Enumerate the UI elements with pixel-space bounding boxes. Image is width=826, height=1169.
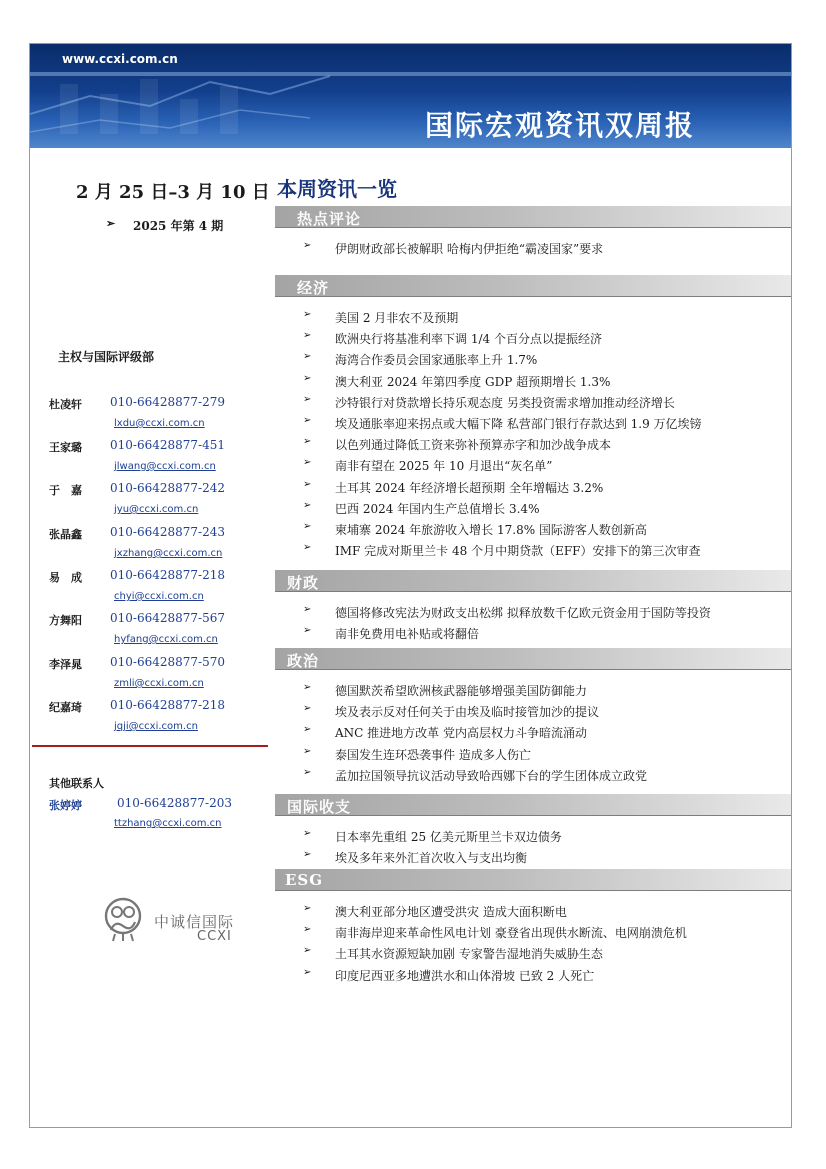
arrow-bullet-icon: ➢ [303,967,312,978]
arrow-bullet-icon: ➢ [303,394,312,405]
section-header [275,275,791,297]
contact-name: 易 成 [49,571,82,584]
department-name: 主权与国际评级部 [58,350,155,364]
contact-phone: 010-66428877-218 [110,698,225,712]
arrow-bullet-icon: ➢ [303,903,312,914]
news-headline: 日本率先重组 25 亿美元斯里兰卡双边债务 [335,830,562,844]
contact-phone: 010-66428877-203 [117,796,232,810]
logo-text-en: CCXI [197,929,232,944]
contact-name: 张婷婷 [49,799,82,812]
news-headline: 巴西 2024 年国内生产总值增长 3.4% [335,502,540,516]
contact-email[interactable]: jyu@ccxi.com.cn [114,504,199,515]
news-headline: 柬埔寨 2024 年旅游收入增长 17.8% 国际游客人数创新高 [335,523,647,537]
contact-email[interactable]: lxdu@ccxi.com.cn [114,418,205,429]
section-header [275,648,791,670]
contact-name: 方舞阳 [49,614,82,627]
header-banner [30,44,791,148]
report-title: 国际宏观资讯双周报 [424,109,695,142]
contact-name: 于 嘉 [49,484,82,497]
arrow-bullet-icon: ➢ [303,746,312,757]
news-headline: 南非免费用电补贴或将翻倍 [335,627,480,641]
arrow-bullet-icon: ➢ [303,767,312,778]
contact-email[interactable]: ttzhang@ccxi.com.cn [114,818,222,829]
news-headline: 澳大利亚 2024 年第四季度 GDP 超预期增长 1.3% [335,375,611,389]
contact-phone: 010-66428877-570 [110,655,225,669]
contact-email[interactable]: chyi@ccxi.com.cn [114,591,204,602]
arrow-bullet-icon: ➢ [303,330,312,341]
contact-email[interactable]: hyfang@ccxi.com.cn [114,634,218,645]
arrow-bullet-icon: ➢ [303,457,312,468]
main-title: 本周资讯一览 [277,177,397,201]
arrow-bullet-icon: ➢ [303,521,312,532]
news-headline: IMF 完成对斯里兰卡 48 个月中期贷款（EFF）安排下的第三次审查 [335,544,701,558]
contact-name: 李泽晁 [49,658,82,671]
arrow-bullet-icon: ➢ [303,849,312,860]
section-title: 经济 [297,279,330,297]
news-headline: 美国 2 月非农不及预期 [335,311,459,325]
news-headline: 欧洲央行将基准利率下调 1/4 个百分点以提振经济 [335,332,602,346]
contact-phone: 010-66428877-242 [110,481,225,495]
contact-phone: 010-66428877-567 [110,611,225,625]
arrow-bullet-icon: ➢ [106,217,116,230]
ccxi-logo-icon [101,896,145,942]
contact-phone: 010-66428877-451 [110,438,225,452]
arrow-bullet-icon: ➢ [303,542,312,553]
section-header [275,794,791,816]
arrow-bullet-icon: ➢ [303,945,312,956]
contact-email[interactable]: jqji@ccxi.com.cn [114,721,198,732]
contact-name: 纪嘉琦 [49,701,82,714]
arrow-bullet-icon: ➢ [303,351,312,362]
arrow-bullet-icon: ➢ [303,604,312,615]
arrow-bullet-icon: ➢ [303,373,312,384]
section-header [275,869,791,891]
arrow-bullet-icon: ➢ [303,415,312,426]
arrow-bullet-icon: ➢ [303,625,312,636]
news-headline: 海湾合作委员会国家通胀率上升 1.7% [335,353,538,367]
arrow-bullet-icon: ➢ [303,436,312,447]
divider [32,745,268,747]
arrow-bullet-icon: ➢ [303,240,312,251]
contact-name: 王家璐 [49,441,82,454]
issue-text: 2025 年第 4 期 [133,219,224,233]
news-headline: 伊朗财政部长被解职 哈梅内伊拒绝“霸凌国家”要求 [335,242,604,256]
section-title: 国际收支 [287,798,352,816]
arrow-bullet-icon: ➢ [303,724,312,735]
news-headline: ANC 推进地方改革 党内高层权力斗争暗流涌动 [335,726,587,740]
section-title: 财政 [287,574,320,592]
arrow-bullet-icon: ➢ [303,924,312,935]
contact-phone: 010-66428877-279 [110,395,225,409]
arrow-bullet-icon: ➢ [303,703,312,714]
other-contacts-title: 其他联系人 [49,777,104,790]
contact-name: 张晶鑫 [49,528,82,541]
news-headline: 以色列通过降低工资来弥补预算赤字和加沙战争成本 [335,438,612,452]
news-headline: 土耳其水资源短缺加剧 专家警告湿地消失威胁生态 [335,947,603,961]
contact-name: 杜凌轩 [49,398,82,411]
arrow-bullet-icon: ➢ [303,828,312,839]
website-url[interactable]: www.ccxi.com.cn [62,52,178,66]
contact-phone: 010-66428877-243 [110,525,225,539]
news-headline: 澳大利亚部分地区遭受洪灾 造成大面积断电 [335,905,567,919]
arrow-bullet-icon: ➢ [303,682,312,693]
news-headline: 埃及表示反对任何关于由埃及临时接管加沙的提议 [335,705,600,719]
news-headline: 南非海岸迎来革命性风电计划 豪登省出现供水断流、电网崩溃危机 [335,926,687,940]
contact-email[interactable]: jlwang@ccxi.com.cn [114,461,216,472]
arrow-bullet-icon: ➢ [303,309,312,320]
news-headline: 泰国发生连环恐袭事件 造成多人伤亡 [335,748,531,762]
arrow-bullet-icon: ➢ [303,479,312,490]
news-headline: 沙特银行对贷款增长持乐观态度 另类投资需求增加推动经济增长 [335,396,675,410]
news-headline: 埃及多年来外汇首次收入与支出均衡 [335,851,528,865]
news-headline: 南非有望在 2025 年 10 月退出“灰名单” [335,459,553,473]
news-headline: 德国将修改宪法为财政支出松绑 拟释放数千亿欧元资金用于国防等投资 [335,606,711,620]
news-headline: 德国默茨希望欧洲核武器能够增强美国防御能力 [335,684,588,698]
logo-text-cn: 中诚信国际 [154,913,235,931]
section-title: 政治 [287,652,320,670]
section-header [275,206,791,228]
section-header [275,570,791,592]
news-headline: 印度尼西亚多地遭洪水和山体滑坡 已致 2 人死亡 [335,969,595,983]
contact-email[interactable]: jxzhang@ccxi.com.cn [114,548,223,559]
news-headline: 孟加拉国领导抗议活动导致哈西娜下台的学生团体成立政党 [335,769,648,783]
news-headline: 埃及通胀率迎来拐点或大幅下降 私营部门银行存款达到 1.9 万亿埃镑 [335,417,702,431]
news-headline: 土耳其 2024 年经济增长超预期 全年增幅达 3.2% [335,481,604,495]
arrow-bullet-icon: ➢ [303,500,312,511]
date-range: 2 月 25 日–3 月 10 日 [76,182,270,203]
section-title: 热点评论 [297,210,362,228]
contact-phone: 010-66428877-218 [110,568,225,582]
section-title: ESG [285,871,324,889]
contact-email[interactable]: zmli@ccxi.com.cn [114,678,204,689]
